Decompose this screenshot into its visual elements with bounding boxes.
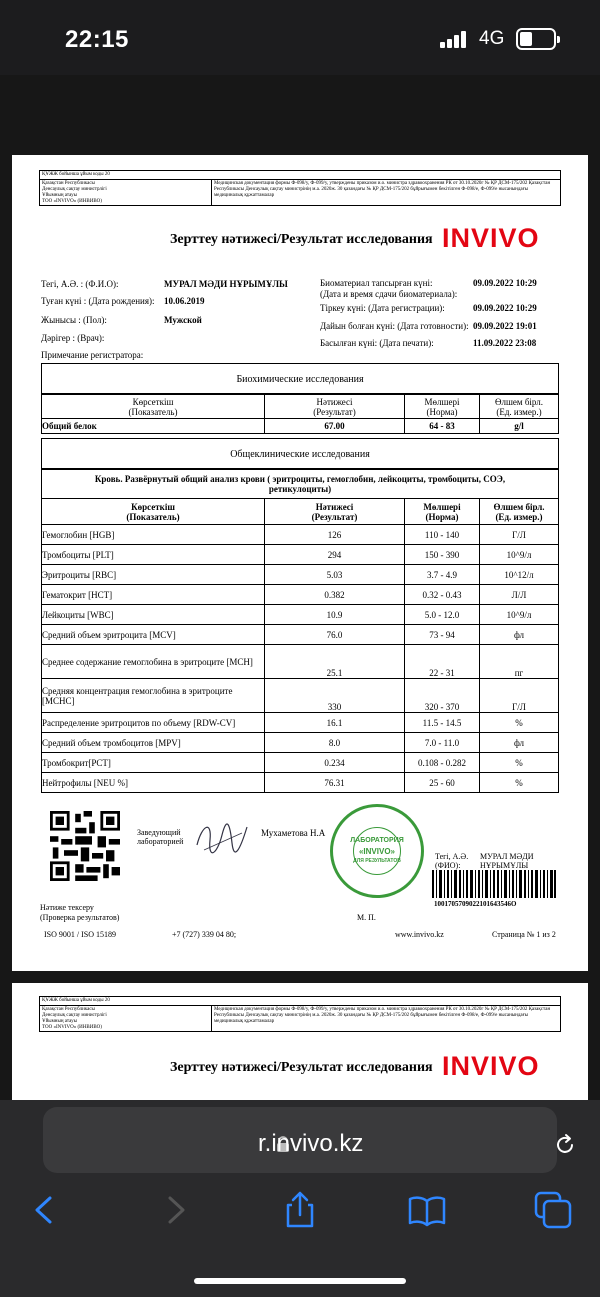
table-row: Средний объем эритроцита [MCV] 76.0 73 - 94 фл — [42, 625, 559, 645]
biochem-table: Көрсеткіш (Показатель) Нәтижесі (Результат) Мөлшері (Норма) Өлшем бірл. (Ед. измер.) Общий белок 67.00 64 - 83 g/l — [41, 394, 559, 434]
regulatory-header: ҚҰЖЖ бойынша ұйым коды 20 Қазақстан Республикасы Денсаулық сақтау министрлігі Ұйымның атауы ТОО «INVIVO» (ИНВИВО) Медицинская документация формы Ф-098/у, Ф-099/у, утверждены приказом и.о. министра здравоохранения РК от 30.10.2020г № ҚР ДСМ-175/202 Қазақстан Республикасы Денсаулық сақтау министрінің м.а. 2020ж. 30 қазандағы № ҚР ДСМ-175/202 бұйрығымен бекітілген Ф-098/е, Ф-099/е нысанындағы медициналық құжаттамалар — [39, 996, 561, 1032]
url-text[interactable]: r.invivo.kz — [258, 1130, 364, 1157]
table-row: Средняя концентрация гемоглобина в эритроците [MCHC] 330 320 - 370 Г/Л — [42, 679, 559, 713]
date-biomaterial: 09.09.2022 10:29 — [473, 278, 537, 288]
patient-name: МУРАЛ МӘДИ НҰРЫМҰЛЫ — [164, 279, 288, 289]
document-viewer[interactable] — [0, 75, 600, 1105]
invivo-logo: INVIVO — [442, 223, 540, 253]
table-row: Эритроциты [RBC] 5.03 3.7 - 4.9 10^12/л — [42, 565, 559, 585]
browser-toolbar — [0, 1100, 600, 1297]
table-row: Гематокрит [HCT] 0.382 0.32 - 0.43 Л/Л — [42, 585, 559, 605]
blood-panel-title: Кровь. Развёрнутый общий анализ крови ( эритроциты, гемоглобин, лейкоциты, тромбоциты, СОЭ, ретикулоциты) — [42, 470, 559, 499]
network-type: 4G — [479, 28, 505, 49]
table-row: Среднее содержание гемоглобина в эритроците [MCH] 25.1 22 - 31 пг — [42, 645, 559, 679]
clock: 22:15 — [65, 26, 129, 53]
table-row: Нейтрофилы [NEU %] 76.31 25 - 60 % — [42, 773, 559, 793]
signal-icon — [440, 30, 468, 48]
patient-dob: 10.06.2019 — [164, 296, 205, 306]
address-bar[interactable] — [43, 1107, 557, 1173]
document-page-2 — [12, 983, 588, 1105]
battery-icon — [516, 28, 556, 50]
blood-table: Кровь. Развёрнутый общий анализ крови ( эритроциты, гемоглобин, лейкоциты, тромбоциты, СОЭ, ретикулоциты) Көрсеткіш (Показатель) Нәтижесі (Результат) Мөлшері (Норма) Өлшем бірл. (Ед. измер.) Гемоглобин [HGB] 126 110 - 140 Г/Л Тромбоциты [PLT] 294 150 - 390 10^9/л Эритроциты [RBC] 5.03 3.7 - 4.9 10^12/л Гематокрит [HCT] 0.382 0.32 - 0.43 Л/Л Лейкоциты [WBC] 10.9 5.0 - 12.0 10^9/л Средний объем эритроцита [MCV] 76.0 73 - 94 фл Среднее содержание гемоглобина в эритроците [MCH] 25.1 22 - 31 пг Средняя концентрация гемоглобина в эритроците [MCHC] 330 320 - 370 Г/Л Распределение эритроцитов по объему [RDW-CV] 16.1 11.5 - 14.5 % Средний объем тромбоцитов [MPV] 8.0 7.0 - 11.0 фл Тромбокрит[PCT] 0.234 0.108 - 0.282 % Нейтрофилы [NEU %] 76.31 25 - 60 % — [41, 469, 559, 793]
regulatory-header: ҚҰЖЖ бойынша ұйым коды 20 Қазақстан Республикасы Денсаулық сақтау министрлігі Ұйымның атауы ТОО «INVIVO» (ИНВИВО) Медицинская документация формы Ф-098/у, Ф-099/у, утверждены приказом и.о. министра здравоохранения РК от 30.10.2020г № ҚР ДСМ-175/202 Қазақстан Республикасы Денсаулық сақтау министрінің м.а. 2020ж. 30 қазандағы № ҚР ДСМ-175/202 бұйрығымен бекітілген Ф-098/е, Ф-099/е нысанындағы медициналық құжаттамалар — [39, 170, 561, 206]
document-page-1: ҚҰЖЖ бойынша ұйым коды 20 Қазақстан Республикасы Денсаулық сақтау министрлігі Ұйымның атауы ТОО «INVIVO» (ИНВИВО) Медицинская документация формы Ф-098/у, Ф-099/у, утверждены приказом и.о. министра здравоохранения РК от 30.10.2020г № ҚР ДСМ-175/202 Қазақстан Республикасы Денсаулық сақтау министрінің м.а. 2020ж. 30 қазандағы № ҚР ДСМ-175/202 бұйрығымен бекітілген Ф-098/е, Ф-099/е нысанындағы медициналық құжаттамалар Зерттеу нәтижесі/Результат исследования INVIVO Тегі, А.Ә. : (Ф.И.О): МУРАЛ МӘДИ НҰРЫМҰЛЫ Туған күні : (Дата рождения): 10.06.2019 Жынысы : (Пол): Мужской Дәрігер : (Врач): Примечание регистратора: Биоматериал тапсырған күні: (Дата и время сдачи биоматериала): 09.09.2022 10:29 Тіркеу күні: (Дата регистрации): 09.09.2022 10:29 Дайын болған күні: (Дата готовности): 09.09.2022 19:01 Басылған күні: (Дата печати): 11.09.2022 23:08 Биохимические исследования Көрсеткіш (Показатель) Нәтижесі (Результат) Мөлшері (Норма) Өлшем бірл. (Ед. измер.) Общий белок 67.00 64 - 83 g/l Общеклинические исследования Кровь. Развёрнутый общий анализ крови ( эритроциты, гемоглобин, лейкоциты, тромбоциты, СОЭ, ретикулоциты) Көрсеткіш (Показатель) Нәтижесі (Результат) Мөлшері (Норма) Өлшем бірл. (Ед. измер.) Гемоглобин [HGB] 126 110 - 140 Г/Л Тромбоциты [PLT] 294 150 - 390 10^9/л Эритроциты [RBC] 5.03 3.7 - 4.9 10^12/л Гематокрит [HCT] 0.382 0.32 - 0.43 Л/Л Лейкоциты [WBC] 10.9 5.0 - 12.0 10^9/л Средний объем эритроцита [MCV] 76.0 73 - 94 фл Среднее содержание гемоглобина в эритроците [MCH] 25.1 22 - 31 пг Средняя концентрация гемоглобина в эритроците [MCHC] 330 320 - 370 Г/Л Распределение эритроцитов по объему [RDW-CV] 16.1 11.5 - 14.5 % Средний объем тромбоцитов [MPV] 8.0 7.0 - 11.0 фл Тромбокрит[PCT] 0.234 0.108 - 0.282 % Нейтрофилы [NEU %] 76.31 25 - 60 % Заведующий лабораторией Мухаметова Н.А ЛАБОРАТОРИЯ «INVIVO» ДЛЯ РЕЗУЛЬТАТОВ Тегі, А.Ә. (ФИО): МУРАЛ МӘДИ НҰРЫМҰЛЫ 1001705709022101643546O Нәтиже тексеру (Проверка результатов) М. П. ISO 9001 / ISO 15189 +7 (727) 339 04 80; www.invivo.kz Страница № 1 из 2 — [12, 155, 588, 971]
date-ready: 09.09.2022 19:01 — [473, 321, 537, 331]
table-row: Лейкоциты [WBC] 10.9 5.0 - 12.0 10^9/л — [42, 605, 559, 625]
date-registration: 09.09.2022 10:29 — [473, 303, 537, 313]
home-indicator — [194, 1278, 406, 1284]
head-name: Мухаметова Н.А — [261, 828, 326, 838]
page-title: Зерттеу нәтижесі/Результат исследования — [170, 1060, 433, 1075]
org-block: Қазақстан Республикасы Денсаулық сақтау министрлігі Ұйымның атауы ТОО «INVIVO» (ИНВИВО) — [40, 180, 212, 205]
table-row: Распределение эритроцитов по объему [RDW-CV] 16.1 11.5 - 14.5 % — [42, 713, 559, 733]
page-title: Зерттеу нәтижесі/Результат исследования — [170, 232, 433, 247]
back-icon[interactable] — [25, 1190, 65, 1230]
signature — [192, 815, 252, 860]
section-biochem: Биохимические исследования — [41, 363, 559, 394]
barcode — [432, 870, 556, 898]
laboratory-stamp: ЛАБОРАТОРИЯ «INVIVO» ДЛЯ РЕЗУЛЬТАТОВ — [330, 804, 424, 898]
invivo-logo: INVIVO — [442, 1051, 540, 1081]
forward-icon[interactable] — [155, 1190, 195, 1230]
barcode-number: 1001705709022101643546O — [434, 900, 517, 908]
fio-name: МУРАЛ МӘДИ НҰРЫМҰЛЫ — [480, 852, 534, 870]
table-row: Средний объем тромбоцитов [MPV] 8.0 7.0 - 11.0 фл — [42, 733, 559, 753]
share-icon[interactable] — [280, 1190, 320, 1230]
date-print: 11.09.2022 23:08 — [473, 338, 537, 348]
qr-code — [49, 811, 121, 881]
status-bar — [0, 0, 600, 75]
section-clinical: Общеклинические исследования — [41, 438, 559, 469]
regulation-text: Медицинская документация формы Ф-098/у, Ф-099/у, утверждены приказом и.о. министра здравоохранения РК от 30.10.2020г № ҚР ДСМ-175/202 Қазақстан Республикасы Денсаулық сақтау министрінің м.а. 2020ж. 30 қазандағы № ҚР ДСМ-175/202 бұйрығымен бекітілген Ф-098/е, Ф-099/е нысанындағы медициналық құжаттамалар — [214, 181, 551, 198]
patient-sex: Мужской — [164, 315, 202, 325]
tabs-icon[interactable] — [533, 1190, 573, 1230]
reload-icon[interactable] — [553, 1133, 577, 1157]
table-row: Тромбоциты [PLT] 294 150 - 390 10^9/л — [42, 545, 559, 565]
table-row: Общий белок 67.00 64 - 83 g/l — [42, 419, 559, 434]
bookmarks-icon[interactable] — [407, 1190, 447, 1230]
head-label: Заведующий лабораторией — [137, 828, 184, 846]
table-row: Тромбокрит[PCT] 0.234 0.108 - 0.282 % — [42, 753, 559, 773]
table-row: Гемоглобин [HGB] 126 110 - 140 Г/Л — [42, 525, 559, 545]
